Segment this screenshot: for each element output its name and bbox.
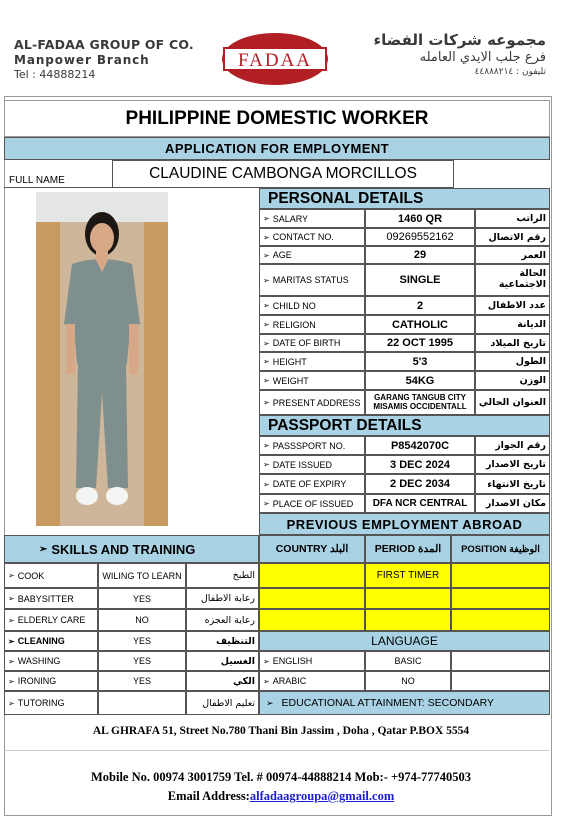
passport-row-label-ar: رقم الجواز [475, 436, 550, 455]
personal-label-text: DATE OF BIRTH [272, 338, 341, 348]
skill-row-value: NO [98, 609, 186, 631]
row-bullet-icon: ➢ [263, 676, 270, 686]
personal-row-label-ar: الطول [475, 352, 550, 371]
logo-text: FADAA [237, 50, 313, 71]
personal-label-text: SALARY [272, 213, 309, 224]
personal-label-text: HEIGHT [272, 356, 307, 367]
row-bullet-icon: ➢ [263, 232, 270, 242]
personal-row-label [259, 371, 365, 390]
row-bullet-icon: ➢ [263, 460, 270, 469]
personal-label-text: CONTACT NO. [272, 232, 334, 242]
personal-details-heading-text: PERSONAL DETAILS [268, 189, 424, 207]
education-label: EDUCATIONAL ATTAINMENT: [281, 697, 425, 709]
personal-row-label-ar: الراتب [475, 209, 550, 228]
row-bullet-icon: ➢ [263, 376, 270, 385]
personal-row-label [259, 209, 365, 228]
language-row-english [259, 651, 365, 671]
passport-row-label [259, 494, 365, 513]
skill-row-value: YES [98, 631, 186, 651]
row-bullet-icon: ➢ [266, 697, 274, 708]
personal-row-label [259, 315, 365, 334]
passport-row-value: P8542070C [365, 436, 475, 455]
row-bullet-icon: ➢ [8, 698, 15, 708]
col-position-header: POSITION الوظيفة [451, 535, 550, 563]
row-bullet-icon: ➢ [8, 615, 15, 625]
employment-row-1-position [451, 563, 550, 588]
employment-row-1-period: FIRST TIMER [365, 563, 451, 588]
row-bullet-icon: ➢ [8, 571, 15, 580]
language-arabic-label: ARABIC [272, 676, 307, 686]
branch-name-ar: فرع جلب الايدي العامله [419, 50, 546, 65]
col-period-header: PERIOD المدة [365, 535, 451, 563]
passport-row-value: 2 DEC 2034 [365, 474, 475, 494]
row-bullet-icon: ➢ [263, 656, 270, 666]
footer-email-link[interactable]: alfadaagroupa@gmail.com [249, 789, 395, 803]
language-english-label: ENGLISH [272, 656, 313, 666]
personal-label-text: MARITAS STATUS [272, 275, 349, 285]
col-country-header: COUNTRY البلد [259, 535, 365, 563]
row-bullet-icon: ➢ [8, 676, 15, 686]
personal-row-value: 5'3 [365, 352, 475, 371]
skills-heading [4, 535, 259, 563]
employment-row-1-country [259, 563, 365, 588]
passport-row-value: DFA NCR CENTRAL [365, 494, 475, 513]
company-tel-ar: تليفون : ٤٤٨٨٨٢١٤ [474, 67, 546, 77]
employment-row-3-period [365, 609, 451, 631]
skill-label-text: TUTORING [17, 698, 65, 708]
language-english-level: BASIC [365, 651, 451, 671]
passport-row-label [259, 474, 365, 494]
education-row [259, 691, 550, 715]
form-subtitle: APPLICATION FOR EMPLOYMENT [4, 137, 550, 160]
employment-row-2-country [259, 588, 365, 609]
skill-row-label-ar: التنظيف [186, 631, 259, 651]
personal-row-value: CATHOLIC [365, 315, 475, 334]
skill-row-label-ar: الغسيل [186, 651, 259, 671]
previous-employment-heading: PREVIOUS EMPLOYMENT ABROAD [259, 513, 550, 535]
personal-row-value: 22 OCT 1995 [365, 334, 475, 352]
footer-divider [4, 750, 550, 751]
row-bullet-icon: ➢ [263, 214, 270, 223]
row-bullet-icon: ➢ [263, 357, 270, 366]
personal-label-text: AGE [272, 250, 292, 260]
skill-label-text: ELDERLY CARE [17, 615, 86, 625]
company-tel-en: Tel : 44888214 [14, 68, 96, 81]
skill-label-text: CLEANING [17, 636, 65, 646]
personal-row-label [259, 246, 365, 264]
skill-row-label [4, 631, 98, 651]
footer-email-line [0, 789, 562, 804]
language-english-extra [451, 651, 550, 671]
applicant-photo [36, 192, 168, 526]
branch-name-en: Manpower Branch [14, 53, 150, 67]
personal-row-value: 1460 QR [365, 209, 475, 228]
row-bullet-icon: ➢ [263, 275, 270, 285]
company-header-en [14, 37, 194, 81]
footer-phones: Mobile No. 00974 3001759 Tel. # 00974-44888214 Mob:- +974-77740503 [90, 770, 472, 784]
skill-row-label-ar: الكي [186, 671, 259, 691]
skill-row-label [4, 563, 98, 588]
skill-row-label [4, 671, 98, 691]
skill-row-label [4, 588, 98, 609]
personal-row-label-ar: الحالة الاجتماعية [475, 264, 550, 296]
skill-label-text: WASHING [17, 656, 61, 666]
language-arabic-level: NO [365, 671, 451, 691]
passport-label-text: PLACE OF ISSUED [272, 498, 354, 509]
skills-bullet-icon: ➢ [39, 543, 48, 555]
personal-row-value: 54KG [365, 371, 475, 390]
row-bullet-icon: ➢ [263, 250, 270, 260]
language-arabic-extra [451, 671, 550, 691]
skill-row-label-ar: الطبخ [186, 563, 259, 588]
skill-row-label-ar: رعاية العجزه [186, 609, 259, 631]
skill-label-text: IRONING [17, 676, 57, 686]
passport-row-label-ar: مكان الاصدار [475, 494, 550, 513]
personal-row-value: 2 [365, 296, 475, 315]
personal-row-value: 29 [365, 246, 475, 264]
skill-row-label-ar: رعاية الاطفال [186, 588, 259, 609]
row-bullet-icon: ➢ [263, 441, 270, 450]
passport-row-label-ar: تاريخ الاصدار [475, 455, 550, 474]
company-name-ar: مجموعه شركات الفضاء [373, 31, 546, 49]
personal-label-text: CHILD NO [272, 300, 316, 311]
education-value: SECONDARY [427, 697, 494, 709]
passport-row-value: 3 DEC 2024 [365, 455, 475, 474]
passport-label-text: DATE ISSUED [272, 459, 333, 470]
personal-row-value: GARANG TANGUB CITY MISAMIS OCCIDENTALL [365, 390, 475, 415]
footer-email-label: Email Address: [167, 789, 250, 803]
personal-details-heading [259, 188, 550, 209]
passport-label-text: DATE OF EXPIRY [272, 479, 347, 489]
company-name-en: AL-FADAA GROUP OF CO. [14, 37, 194, 52]
passport-row-label [259, 455, 365, 474]
skill-row-value [98, 691, 186, 715]
footer-address: AL GHRAFA 51, Street No.780 Thani Bin Jassim , Doha , Qatar P.BOX 5554 [92, 725, 470, 737]
skill-label-text: COOK [17, 570, 45, 581]
employment-row-2-position [451, 588, 550, 609]
row-bullet-icon: ➢ [263, 320, 270, 329]
language-heading: LANGUAGE [259, 631, 550, 651]
company-header-ar [373, 31, 546, 77]
personal-row-label [259, 334, 365, 352]
row-bullet-icon: ➢ [263, 499, 270, 508]
skill-row-label [4, 691, 98, 715]
personal-row-value: SINGLE [365, 264, 475, 296]
personal-row-label [259, 352, 365, 371]
passport-details-heading [259, 415, 550, 436]
row-bullet-icon: ➢ [263, 338, 270, 348]
row-bullet-icon: ➢ [263, 479, 270, 489]
skill-row-label [4, 651, 98, 671]
personal-row-label [259, 264, 365, 296]
full-name-value: CLAUDINE CAMBONGA MORCILLOS [112, 160, 454, 188]
row-bullet-icon: ➢ [8, 636, 15, 646]
row-bullet-icon: ➢ [263, 301, 270, 310]
employment-row-3-country [259, 609, 365, 631]
personal-row-label [259, 390, 365, 415]
row-bullet-icon: ➢ [8, 656, 15, 666]
personal-label-text: RELIGION [272, 319, 316, 330]
employment-row-3-position [451, 609, 550, 631]
personal-label-text: WEIGHT [272, 375, 309, 386]
row-bullet-icon: ➢ [8, 594, 15, 603]
personal-row-label-ar: العمر [475, 246, 550, 264]
row-bullet-icon: ➢ [263, 398, 270, 407]
applicant-photo-image [36, 192, 168, 526]
personal-row-label-ar: الديانة [475, 315, 550, 334]
passport-details-heading-text: PASSPORT DETAILS [268, 416, 422, 434]
language-row-arabic [259, 671, 365, 691]
passport-row-label [259, 436, 365, 455]
personal-row-label-ar: رقم الاتصال [475, 228, 550, 246]
skills-heading-text: SKILLS AND TRAINING [51, 541, 196, 557]
passport-row-label-ar: تاريخ الانتهاء [475, 474, 550, 494]
skill-row-label [4, 609, 98, 631]
skill-row-value: YES [98, 671, 186, 691]
personal-row-label [259, 228, 365, 246]
personal-label-text: PRESENT ADDRESS [272, 397, 361, 408]
personal-row-label-ar: عدد الاطفال [475, 296, 550, 315]
skill-row-value: YES [98, 651, 186, 671]
personal-row-value: 09269552162 [365, 228, 475, 246]
full-name-label: FULL NAME [4, 160, 112, 188]
skill-label-text: BABYSITTER [17, 593, 74, 604]
employment-row-2-period [365, 588, 451, 609]
passport-label-text: PASSSPORT NO. [272, 440, 346, 451]
skill-row-label-ar: تعليم الاطفال [186, 691, 259, 715]
personal-row-label-ar: تاريخ الميلاد [475, 334, 550, 352]
skill-row-value: YES [98, 588, 186, 609]
personal-row-label-ar: العنوان الحالي [475, 390, 550, 415]
form-title: PHILIPPINE DOMESTIC WORKER [4, 100, 550, 137]
skill-row-value: WILING TO LEARN [98, 563, 186, 588]
fadaa-logo [220, 31, 330, 87]
personal-row-label [259, 296, 365, 315]
personal-row-label-ar: الوزن [475, 371, 550, 390]
